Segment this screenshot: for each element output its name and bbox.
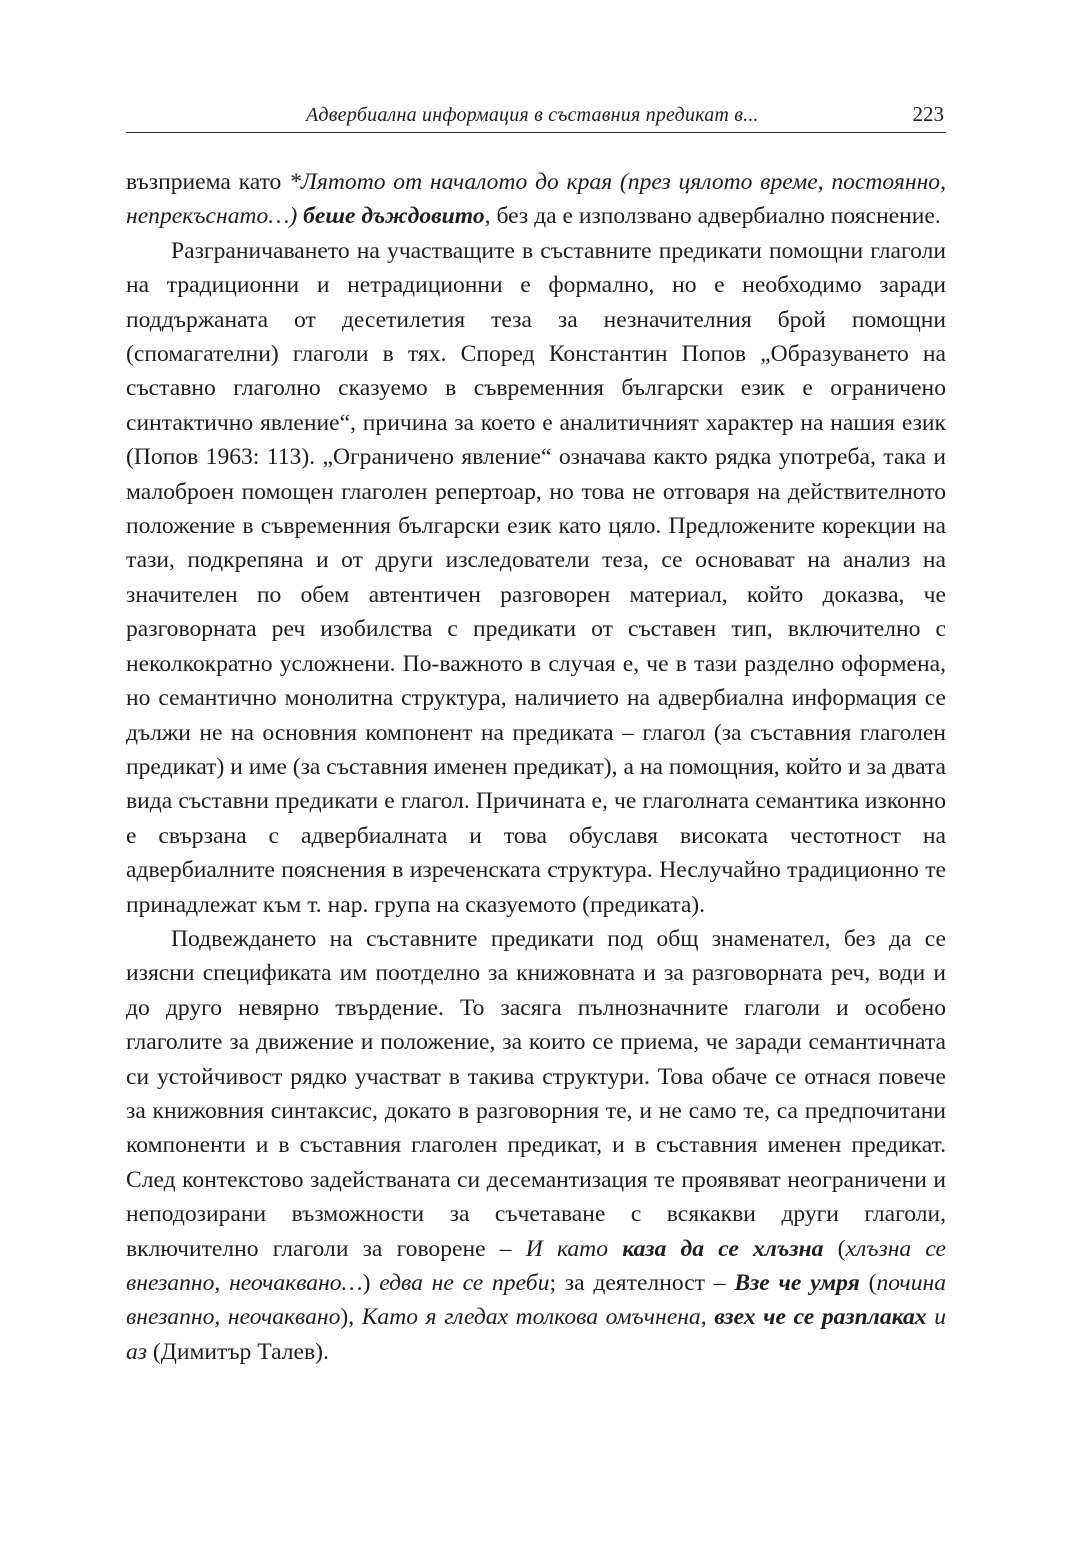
italic-run: хлъзна се внезапно, неочаквано…	[126, 1235, 946, 1296]
running-header	[126, 100, 946, 133]
bold-italic-run: каза да се хлъзна	[622, 1235, 824, 1262]
italic-run: *Лятото от началото до края (през цялото време, постоянно, непрекъснато…)	[126, 169, 946, 230]
paragraph	[126, 165, 946, 234]
book-page	[126, 100, 946, 1460]
running-title: Адвербиална информация в съставния предикат в...	[306, 104, 759, 126]
text-run: (Димитър Талев).	[147, 1338, 329, 1365]
text-run: ; за деятелност –	[549, 1270, 735, 1296]
text-run: Разграничаването на участващите в съставните предикати помощни глаголи на традиционни и нетрадиционни е формално, но е необходимо заради поддържаната от десетилетия теза за незначителния брой помощни (спомагателни) глаголи в тях. Според Константин Попов „Образуването на съставно глаголно сказуемо в съвременния български език е ограничено синтактично явление“, причина за което е аналитичният характер на нашия език (Попов 1963: 113). „Ограничено явление“ означава както рядка употреба, така и малоброен помощен глаголен репертоар, но това не отговаря на действителното положение в съвременния български език като цяло. Предложените корекции на тази, подкрепяна и от други изследователи теза, се основават на анализ на значителен по обем автентичен разговорен материал, който доказва, че разговорната реч изобилства с предикати от съставен тип, включително с неколкократно усложнени. По-важното в случая е, че в тази разделно оформена, но семантично монолитна структура, наличието на адвербиална информация се дължи не на основния компонент на предиката – глагол (за съставния глаголен предикат) и име (за съставния именен предикат), а на помощния, който и за двата вида съставни предикати е глагол. Причината е, че глаголната семантика изконно е свързана с адвербиалната и това обуславя високата честотност на адвербиалните пояснения в изреченската структура. Неслучайно традиционно те принадлежат към т. нар. група на сказуемото (предиката).	[126, 237, 946, 918]
text-run: (	[859, 1270, 877, 1296]
text-run: , без да е използвано адвербиално пояснение.	[484, 203, 941, 230]
italic-run: Като я гледах толкова омъчнена,	[361, 1304, 715, 1331]
bold-italic-run: взех че се разплаках	[714, 1304, 927, 1331]
italic-run: И като	[525, 1235, 623, 1262]
page-number: 223	[912, 102, 944, 126]
italic-run: и аз	[126, 1304, 946, 1365]
text-run: )	[362, 1270, 380, 1296]
bold-italic-run: Взе че умря	[734, 1270, 860, 1296]
italic-run: почина внезапно, неочаквано	[126, 1270, 946, 1331]
text-run: (	[823, 1235, 846, 1262]
paragraph	[126, 922, 946, 1369]
text-run: възприема като	[126, 169, 290, 195]
italic-run: едва не се преби	[379, 1270, 550, 1296]
text-run: Подвеждането на съставните предикати под общ знаменател, без да се изясни спецификата им поотделно за книжовната и за разговорната реч, води и до друго невярно твърдение. То засяга пълнозначните глаголи и особено глаголите за движение и положение, за които се приема, че заради семантичната си устойчивост рядко участват в такива структури. Това обаче се отнася повече за книжовния синтаксис, докато в разговорния те, и не само те, са предпочитани компоненти и в съставния глаголен предикат, и в съставния именен предикат. След контекстово задействаната си десемантизация те проявяват неограничени и неподозирани възможности за съчетаване с всякакви други глаголи, включително глаголи за говорене –	[126, 925, 946, 1262]
bold-italic-run: беше дъждовито	[303, 203, 485, 230]
body-text	[126, 165, 946, 1369]
text-run: ),	[340, 1304, 362, 1331]
paragraph	[126, 234, 946, 922]
